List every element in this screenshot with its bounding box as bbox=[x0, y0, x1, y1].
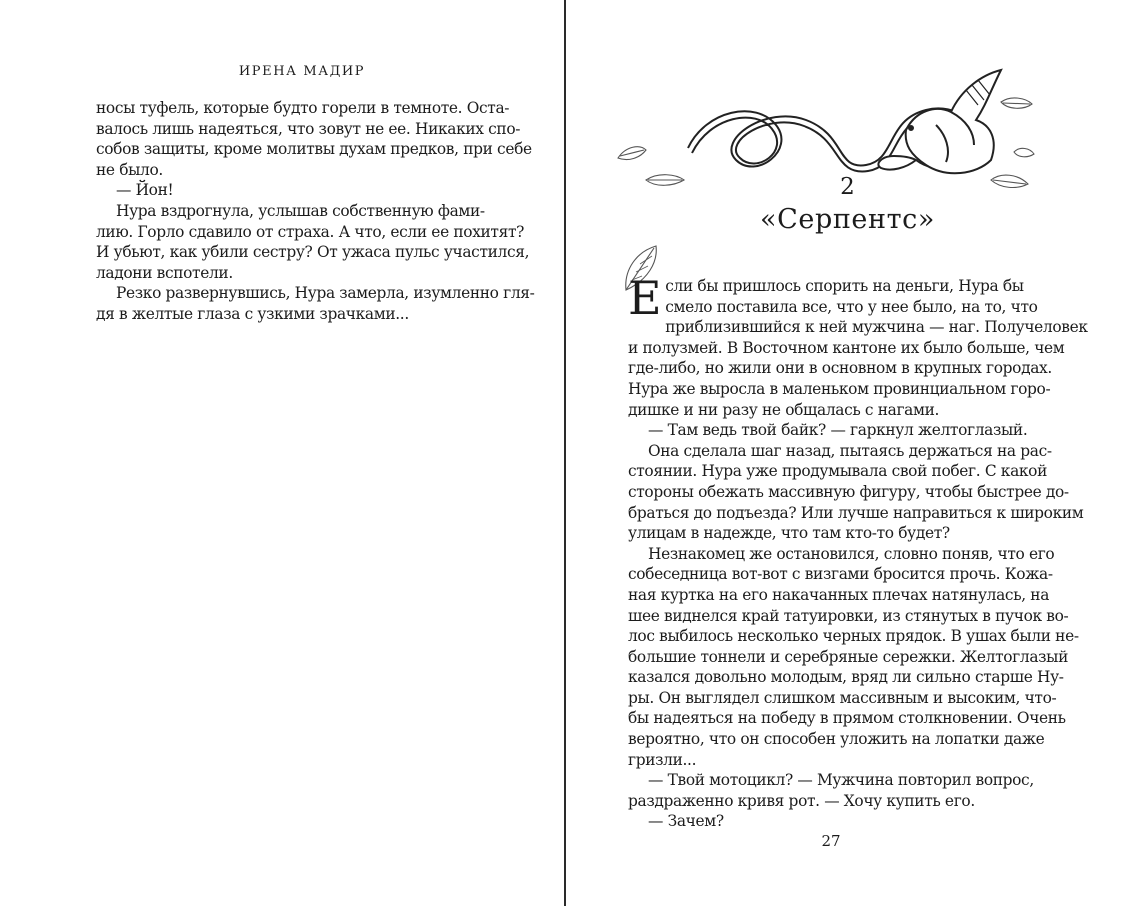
text-line: ладони вспотели. bbox=[96, 263, 233, 282]
text-line: дя в желтые глаза с узкими зрачками... bbox=[96, 304, 409, 323]
text-line: приблизившийся к ней мужчина — наг. Получеловек bbox=[665, 318, 1088, 337]
text-line: — Твой мотоцикл? — Мужчина повторил вопрос, bbox=[648, 771, 1034, 790]
right-page-text bbox=[628, 271, 1088, 832]
paragraph bbox=[628, 544, 1079, 771]
text-line: не было. bbox=[96, 160, 163, 179]
page-number: 27 bbox=[821, 832, 841, 850]
text-line: Она сделала шаг назад, пытаясь держаться на рас- bbox=[648, 441, 1052, 460]
text-line: ная куртка на его накачанных плечах натянулась, на bbox=[628, 585, 1050, 604]
text-line: где-либо, но жили они в основном в крупных городах. bbox=[628, 359, 1052, 378]
left-page-text bbox=[96, 98, 535, 325]
paragraph bbox=[628, 441, 1084, 544]
paragraph bbox=[628, 811, 1038, 832]
text-line: большие тоннели и серебряные сережки. Желтоглазый bbox=[628, 647, 1068, 666]
paragraph bbox=[96, 201, 530, 283]
text-line: дишке и ни разу не общалась с нагами. bbox=[628, 400, 940, 419]
text-line: вероятно, что он способен уложить на лопатки даже bbox=[628, 730, 1045, 749]
text-line: лию. Горло сдавило от страха. А что, если ее похитят? bbox=[96, 222, 525, 241]
text-line: смело поставила все, что у нее было, на то, что bbox=[665, 297, 1038, 316]
paragraph bbox=[628, 770, 1038, 811]
text-line: гризли... bbox=[628, 750, 697, 769]
text-line: Нура вздрогнула, услышав собственную фами- bbox=[116, 201, 485, 220]
text-line: И убьют, как убили сестру? От ужаса пульс участился, bbox=[96, 243, 530, 262]
text-line: носы туфель, которые будто горели в темноте. Оста- bbox=[96, 99, 510, 117]
text-line: и полузмей. В Восточном кантоне их было больше, чем bbox=[628, 338, 1065, 357]
first-paragraph bbox=[628, 271, 1088, 420]
text-line: собеседница вот-вот с визгами бросится прочь. Кожа- bbox=[628, 565, 1053, 584]
text-line: — Йон! bbox=[116, 181, 174, 200]
chapter-title: «Серпентс» bbox=[760, 204, 935, 235]
text-line: раздраженно кривя рот. — Хочу купить его. bbox=[628, 791, 975, 810]
text-line: стороны обежать массивную фигуру, чтобы быстрее до- bbox=[628, 482, 1069, 501]
paragraph bbox=[96, 98, 532, 180]
text-line: казался довольно молодым, вряд ли сильно старше Ну- bbox=[628, 668, 1064, 687]
text-line: сли бы пришлось спорить на деньги, Нура бы bbox=[665, 277, 1024, 295]
text-line: бы надеяться на победу в прямом столкновении. Очень bbox=[628, 709, 1066, 728]
text-line: собов защиты, кроме молитвы духам предков, при себе bbox=[96, 140, 532, 159]
paragraph bbox=[96, 283, 535, 324]
paragraph bbox=[96, 180, 506, 201]
text-line: браться до подъезда? Или лучше направиться к широким bbox=[628, 503, 1084, 522]
drop-cap: Е bbox=[628, 271, 662, 325]
text-line: валось лишь надеяться, что зовут не ее. Никаких спо- bbox=[96, 119, 521, 138]
text-line: улицам в надежде, что там кто-то будет? bbox=[628, 524, 950, 543]
right-page bbox=[566, 0, 1129, 906]
text-line: — Зачем? bbox=[648, 812, 724, 831]
chapter-number: 2 bbox=[840, 174, 855, 200]
text-line: — Там ведь твой байк? — гаркнул желтоглазый. bbox=[648, 421, 1028, 440]
left-page bbox=[0, 0, 564, 906]
text-line: шее виднелся край татуировки, из стянутых в пучок во- bbox=[628, 606, 1069, 625]
running-head: ИРЕНА МАДИР bbox=[238, 64, 366, 79]
text-line: Нура же выросла в маленьком провинциальном горо- bbox=[628, 379, 1051, 398]
text-line: лос выбилось несколько черных прядок. В ушах были не- bbox=[628, 627, 1079, 646]
text-line: Незнакомец же остановился, словно поняв, что его bbox=[648, 544, 1055, 563]
paragraph bbox=[628, 420, 1038, 441]
text-line: стоянии. Нура уже продумывала свой побег. С какой bbox=[628, 462, 1047, 481]
text-line: Резко развернувшись, Нура замерла, изумленно гля- bbox=[116, 284, 535, 303]
text-line: ры. Он выглядел слишком массивным и высоким, что- bbox=[628, 688, 1057, 707]
